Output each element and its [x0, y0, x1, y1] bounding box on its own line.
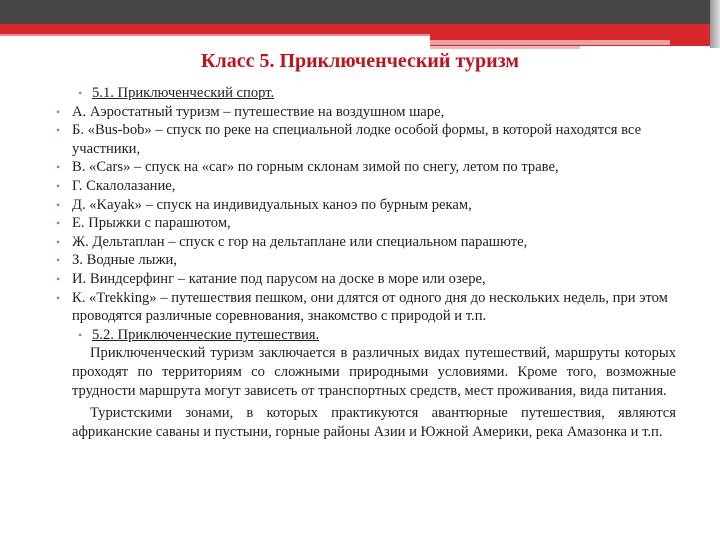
item-text: Ж. Дельтаплан – спуск с гор на дельтаплане или специальном парашюте, — [72, 233, 528, 250]
bullet-icon: • — [56, 216, 61, 231]
paragraph-text: Приключенческий туризм заключается в различных видах путешествий, маршруты которых проходят по территориям со сложными природными условиями. Кроме того, возможные трудности маршрута могут зависеть от транспортных средств, мест проживания, вида питания. — [72, 345, 676, 399]
bullet-icon: • — [56, 234, 61, 249]
bullet-icon: • — [56, 104, 61, 119]
bullet-list — [56, 84, 676, 441]
section-heading — [56, 84, 676, 103]
list-item — [56, 177, 676, 196]
header-edge — [710, 0, 720, 48]
item-text: А. Аэростатный туризм – путешествие на воздушном шаре, — [72, 103, 445, 120]
header-band-dark — [0, 0, 710, 24]
bullet-icon: • — [56, 253, 61, 268]
paragraph — [56, 344, 676, 400]
section-heading — [56, 326, 676, 345]
paragraph-text: Туристскими зонами, в которых практикуются авантюрные путешествия, являются африканские саваны и пустыни, горные районы Азии и Южной Америки, река Амазонка и т.п. — [72, 405, 676, 440]
list-item — [56, 251, 676, 270]
list-item — [56, 289, 676, 326]
item-text: К. «Trekking» – путешествия пешком, они длятся от одного дня до нескольких недель, при этом проводятся различные соревнования, знакомство с природой и т.п. — [72, 289, 668, 325]
item-text: Д. «Kayak» – спуск на индивидуальных каноэ по бурным рекам, — [72, 196, 472, 213]
bullet-icon: • — [56, 271, 61, 286]
item-text: Е. Прыжки с парашютом, — [72, 215, 231, 232]
bullet-icon: • — [56, 160, 61, 175]
item-text: З. Водные лыжи, — [72, 252, 178, 269]
slide-title: Класс 5. Приключенческий туризм — [200, 50, 520, 72]
list-item — [56, 196, 676, 215]
header-band-red — [0, 24, 710, 34]
item-text: Б. «Bus-bob» – спуск по реке на специальной лодке особой формы, в которой находятся все участники, — [72, 122, 642, 157]
item-text: Г. Скалолазание, — [72, 177, 176, 194]
item-text: 5.1. Приключенческий спорт. — [92, 85, 275, 101]
item-text: 5.2. Приключенческие путешествия. — [92, 326, 320, 343]
list-item — [56, 158, 676, 177]
header-band-pink — [430, 40, 670, 45]
header-band-pink-2 — [430, 46, 580, 49]
list-item — [56, 121, 676, 158]
bullet-icon: • — [56, 178, 61, 193]
item-text: В. «Cars» – спуск на «car» по горным склонам зимой по снегу, летом по траве, — [72, 159, 559, 176]
list-item — [56, 270, 676, 289]
list-item — [56, 214, 676, 233]
list-item — [56, 233, 676, 252]
paragraph — [56, 404, 676, 441]
bullet-icon: • — [56, 123, 61, 138]
list-item — [56, 103, 676, 122]
bullet-icon: • — [78, 86, 83, 100]
item-text: И. Виндсерфинг – катание под парусом на доске в море или озере, — [72, 270, 486, 287]
bullet-icon: • — [78, 327, 83, 342]
bullet-icon: • — [56, 197, 61, 212]
bullet-icon: • — [56, 290, 61, 305]
